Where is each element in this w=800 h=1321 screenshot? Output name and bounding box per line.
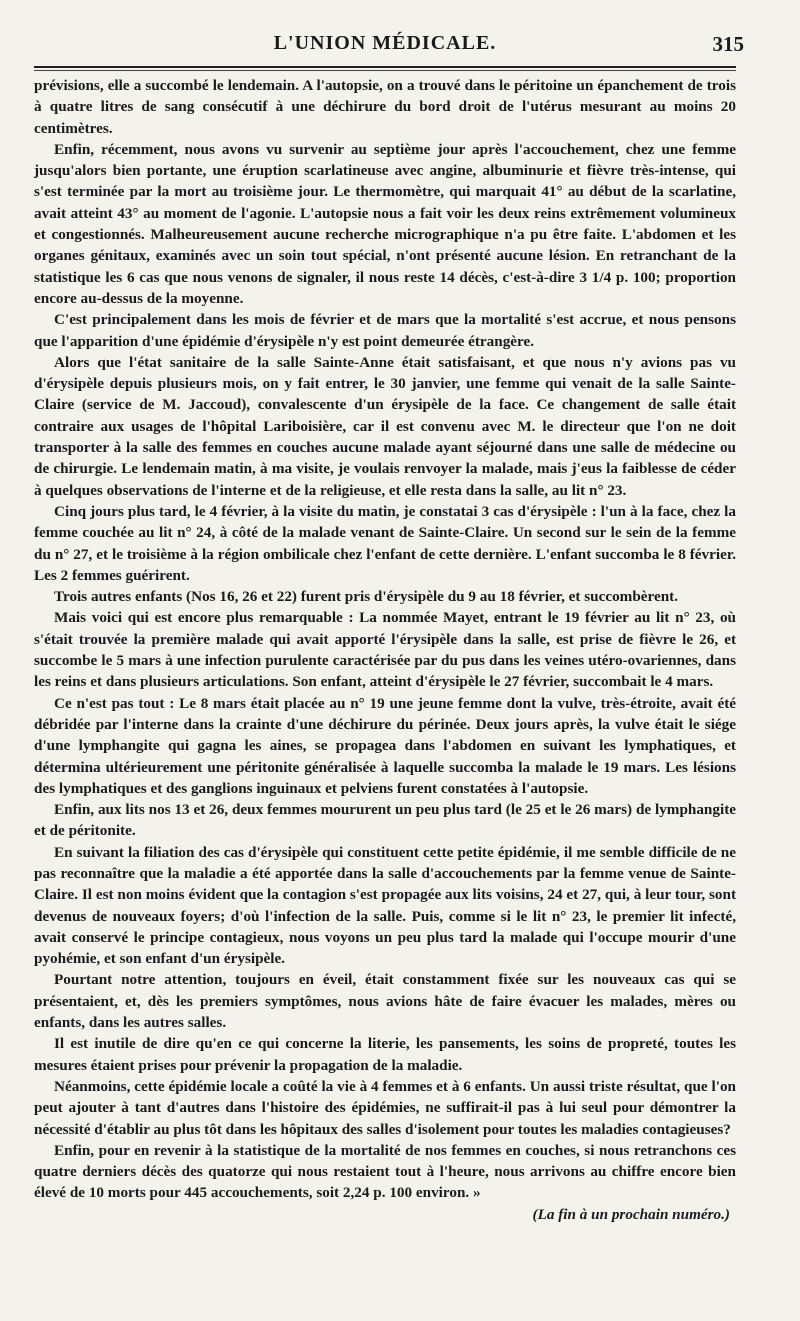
paragraph: Pourtant notre attention, toujours en éveil, était constamment fixée sur les nouveaux cas qui se présentaient, et, dès les premiers symptômes, nous avions hâte de faire évacuer les malades, mères ou enfants, dans les autres salles.	[34, 971, 736, 1032]
page-number: 315	[712, 32, 744, 56]
paragraph: Alors que l'état sanitaire de la salle Sainte-Anne était satisfaisant, et que nous n'y avions pas vu d'érysipèle depuis plusieurs mois, on y fait entrer, le 30 janvier, une femme qui venait de la salle Sainte-Claire (service de M. Jaccoud), convalescente d'un érysipèle de la face. Ce changement de salle était contraire aux usages de l'hôpital Lariboisière, car il est convenu avec M. le directeur que l'on ne doit transporter à la salle des femmes en couches aucune malade ayant séjourné dans une salle de médecine ou de chirurgie. Le lendemain matin, à ma visite, je voulais renvoyer la malade, mais j'eus la faiblesse de céder à quelques observations de l'interne et de la religieuse, et elle resta dans la salle, au lit n° 23.	[34, 353, 736, 499]
paragraph: prévisions, elle a succombé le lendemain. A l'autopsie, on a trouvé dans le péritoine un épanchement de trois à quatre litres de sang consécutif à une déchirure du bord droit de l'utérus mesurant au moins 20 centimètres.	[34, 77, 736, 137]
paragraph: C'est principalement dans les mois de février et de mars que la mortalité s'est accrue, et nous pensons que l'apparition d'une épidémie d'érysipèle n'y est point demeurée étrangère.	[34, 311, 736, 350]
continuation-note: (La fin à un prochain numéro.)	[532, 1205, 730, 1223]
paragraph: Il est inutile de dire qu'en ce qui concerne la literie, les pansements, les soins de propreté, toutes les mesures étaient prises pour prévenir la propagation de la maladie.	[34, 1035, 736, 1074]
paragraph: Néanmoins, cette épidémie locale a coûté la vie à 4 femmes et à 6 enfants. Un aussi triste résultat, que l'on peut ajouter à tant d'autres dans l'histoire des épidémies, ne suffirait-il pas à lui seul pour démontrer la nécessité d'établir au plus tôt dans les hôpitaux des salles d'isolement pour toutes les maladies contagieuses?	[34, 1077, 736, 1138]
paragraph: Enfin, pour en revenir à la statistique de la mortalité de nos femmes en couches, si nous retranchons ces quatre derniers décès des quatorze qui nous restaient tout à l'heure, nous arrivons au chiffre encore bien élevé de 10 morts pour 445 accouchements, soit 2,24 p. 100 environ. »	[34, 1141, 736, 1202]
header-rule	[34, 66, 736, 71]
running-header	[34, 18, 744, 56]
paragraph: Ce n'est pas tout : Le 8 mars était placée au n° 19 une jeune femme dont la vulve, très-étroite, avait été débridée par l'interne dans la crainte d'une déchirure du périnée. Deux jours après, la vulve était le siége d'une lymphangite qui gagna les aines, se propagea dans l'abdomen en suivant les lymphatiques, et détermina ultérieurement une péritonite généralisée à laquelle succomba la malade le 19 mars. Les lésions des lymphatiques et des ganglions inguinaux et pelviens furent constatées à l'autopsie.	[34, 694, 736, 797]
paragraph: Cinq jours plus tard, le 4 février, à la visite du matin, je constatai 3 cas d'érysipèle : l'un à la face, chez la femme couchée au lit n° 24, à côté de la malade venant de Sainte-Claire. Un second sur le sein de la femme du n° 27, et le troisième à la région ombilicale chez l'enfant de cette dernière. L'enfant succomba le 8 février. Les 2 femmes guérirent.	[34, 502, 736, 584]
paragraph: Trois autres enfants (Nos 16, 26 et 22) furent pris d'érysipèle du 9 au 18 février, et succombèrent.	[54, 588, 679, 606]
paragraph: Enfin, aux lits nos 13 et 26, deux femmes moururent un peu plus tard (le 25 et le 26 mars) de lymphangite et de péritonite.	[34, 801, 736, 840]
paragraph: En suivant la filiation des cas d'érysipèle qui constituent cette petite épidémie, il me semble difficile de ne pas reconnaître que la maladie a été apportée dans la salle d'accouchements par la femme venue de Sainte-Claire. Il est non moins évident que la contagion s'est propagée aux lits voisins, 24 et 27, qui, à leur tour, sont devenus de nouveaux foyers; d'où l'infection de la salle. Puis, comme si le lit n° 23, le premier lit infecté, avait conservé le principe contagieux, nous voyons un peu plus tard la malade qui l'occupe mourir d'une pyohémie, et son enfant d'un érysipèle.	[34, 843, 736, 968]
paragraph: Mais voici qui est encore plus remarquable : La nommée Mayet, entrant le 19 février au lit n° 23, où s'était trouvée la première malade qui avait apporté l'érysipèle dans la salle, est prise de fièvre le 26, et succombe le 5 mars à une infection purulente caractérisée par du pus dans les veines utéro-ovariennes, dans les reins et dans plusieurs articulations. Son enfant, atteint d'érysipèle le 27 février, succombait le 4 mars.	[34, 609, 736, 691]
article-body	[34, 75, 736, 1204]
journal-title: L'UNION MÉDICALE.	[273, 32, 497, 54]
paragraph: Enfin, récemment, nous avons vu survenir au septième jour après l'accouchement, chez une femme jusqu'alors bien portante, une éruption scarlatineuse avec angine, albuminurie et fièvre très-intense, qui s'est terminée par la mort au troisième jour. Le thermomètre, qui marquait 41° au début de la scarlatine, avait atteint 43° au moment de l'agonie. L'autopsie nous a fait voir les deux reins extrêmement volumineux et congestionnés. Malheureusement aucune recherche micrographique n'a pu être faite. L'abdomen et les organes génitaux, examinés avec un soin tout spécial, n'ont présenté aucune lésion. En retranchant de la statistique les 6 cas que nous venons de signaler, il nous reste 14 décès, c'est-à-dire 3 1/4 p. 100; proportion encore au-dessus de la moyenne.	[34, 140, 736, 307]
